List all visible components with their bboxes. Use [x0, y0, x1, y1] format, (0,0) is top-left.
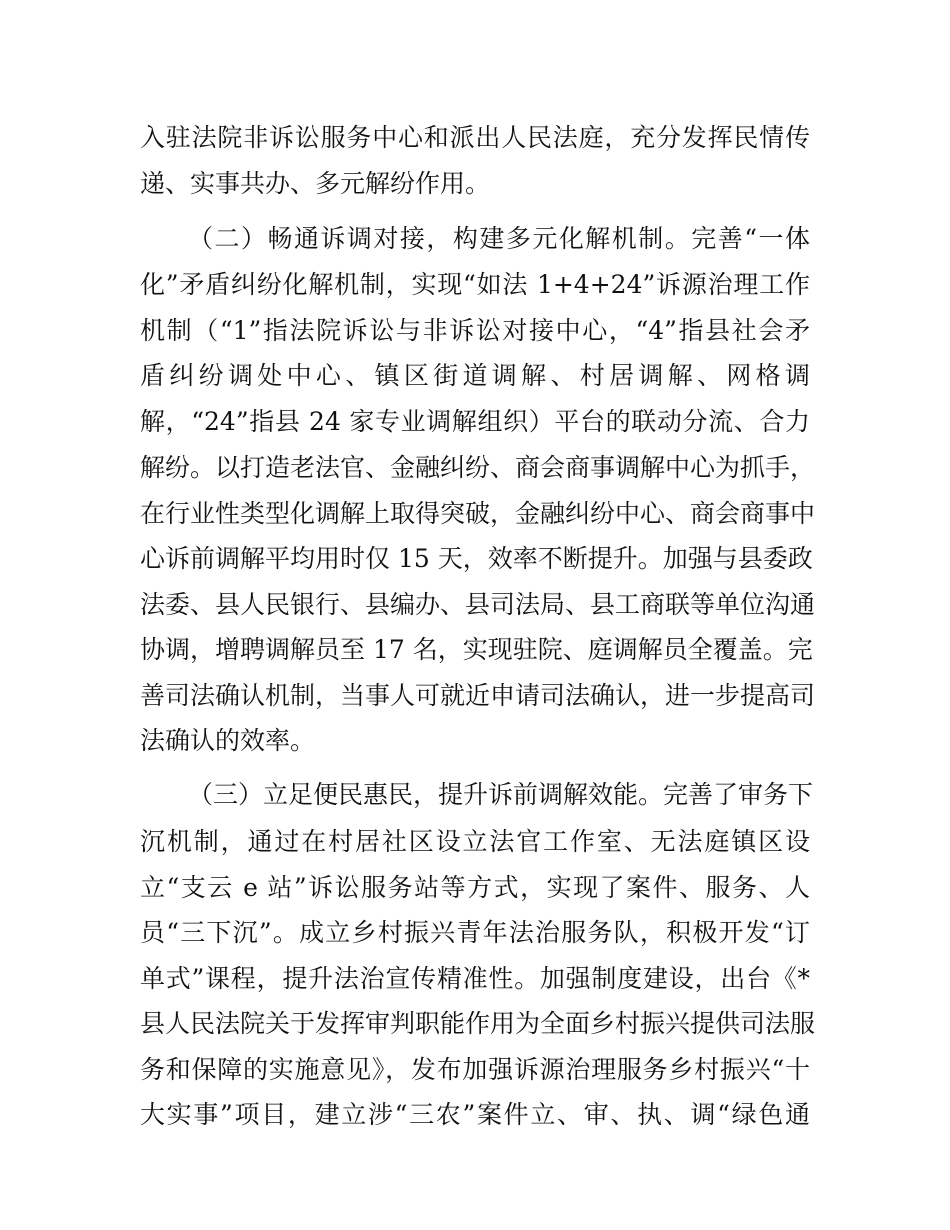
text-line: 递、实事共办、多元解纷作用。: [140, 169, 491, 198]
text-line: 心诉前调解平均用时仅 15 天，效率不断提升。加强与县委政: [140, 544, 813, 573]
text-line: 县人民法院关于发挥审判职能作用为全面乡村振兴提供司法服: [140, 1009, 816, 1038]
text-line: 化”矛盾纠纷化解机制，实现“如法 1+4+24”诉源治理工作: [140, 270, 810, 299]
text-line: 在行业性类型化调解上取得突破，金融纠纷中心、商会商事中: [140, 499, 816, 528]
text-line: 善司法确认机制，当事人可就近申请司法确认，进一步提高司: [140, 681, 816, 710]
text-line: 解，“24”指县 24 家专业调解组织）平台的联动分流、合力: [140, 407, 810, 436]
text-line: 盾纠纷调处中心、镇区街道调解、村居调解、网格调: [140, 361, 810, 390]
text-line: 机制（“1”指法院诉讼与非诉讼对接中心，“4”指县社会矛: [140, 316, 810, 345]
text-line: 法委、县人民银行、县编办、县司法局、县工商联等单位沟通: [140, 590, 816, 619]
text-line: 法确认的效率。: [140, 726, 316, 755]
text-line: 员“三下沉”。成立乡村振兴青年法治服务队，积极开发“订: [140, 918, 810, 947]
text-line: 立“支云 e 站”诉讼服务站等方式，实现了案件、服务、人: [140, 873, 810, 902]
text-line: 单式”课程，提升法治宣传精准性。加强制度建设，出台《*: [140, 964, 810, 993]
text-line: 协调，增聘调解员至 17 名，实现驻院、庭调解员全覆盖。完: [140, 635, 813, 664]
paragraph-heading-line: （三）立足便民惠民，提升诉前调解效能。完善了审务下: [188, 780, 814, 809]
text-line: 务和保障的实施意见》，发布加强诉源治理服务乡村振兴“十: [140, 1055, 810, 1084]
text-line: 沉机制，通过在村居社区设立法官工作室、无法庭镇区设: [140, 827, 810, 856]
text-line: 解纷。以打造老法官、金融纠纷、商会商事调解中心为抓手，: [140, 453, 816, 482]
text-line: 大实事”项目，建立涉“三农”案件立、审、执、调“绿色通: [140, 1100, 810, 1129]
paragraph-heading-line: （二）畅通诉调对接，构建多元化解机制。完善“一体: [188, 224, 810, 253]
text-line: 入驻法院非诉讼服务中心和派出人民法庭，充分发挥民情传: [140, 123, 810, 152]
